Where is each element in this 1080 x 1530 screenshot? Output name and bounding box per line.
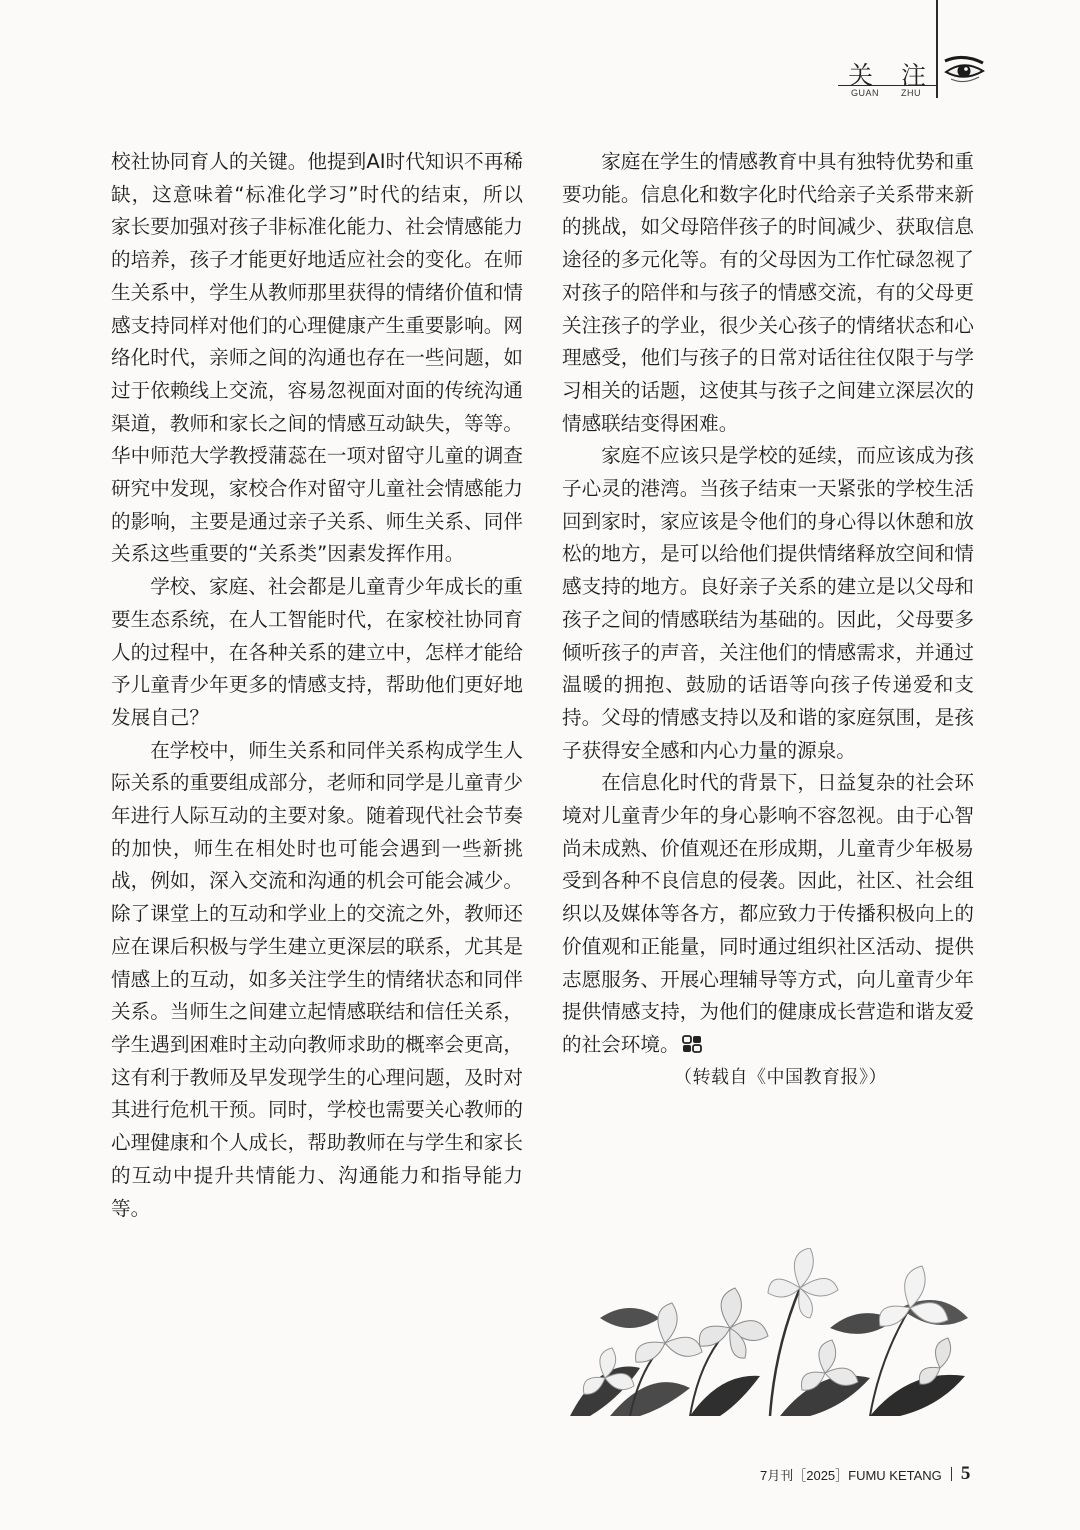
right-paragraph-1: 家庭在学生的情感教育中具有独特优势和重要功能。信息化和数字化时代给亲子关系带来新的挑战，如父母陪伴孩子的时间减少、获取信息途径的多元化等。有的父母因为工作忙碌忽视了对孩子的陪伴和与孩子的情感交流，有的父母更关注孩子的学业，很少关心孩子的情绪状态和心理感受，他们与孩子的日常对话往往仅限于与学习相关的话题，这使其与孩子之间建立深层次的情感联结变得困难。 bbox=[562, 150, 974, 435]
right-paragraph-3-text: 在信息化时代的背景下，日益复杂的社会环境对儿童青少年的身心影响不容忽视。由于心智尚未成熟、价值观还在形成期，儿童青少年极易受到各种不良信息的侵袭。因此，社区、社会组织以及媒体等各方，都应致力于传播积极向上的价值观和正能量，同时通过组织社区活动、提供志愿服务、开展心理辅导等方式，向儿童青少年提供情感支持，为他们的健康成长营造和谐友爱的社会环境。 bbox=[562, 771, 974, 1056]
left-column bbox=[111, 146, 523, 1225]
footer-separator bbox=[951, 1467, 952, 1481]
left-paragraph-3: 在学校中，师生关系和同伴关系构成学生人际关系的重要组成部分，老师和同学是儿童青少年进行人际互动的主要对象。随着现代社会节奏的加快，师生在相处时也可能会遇到一些新挑战，例如，深入交流和沟通的机会可能会减少。除了课堂上的互动和学业上的交流之外，教师还应在课后积极与学生建立更深层的联系，尤其是情感上的互动，如多关注学生的情绪状态和同伴关系。当师生之间建立起情感联结和信任关系，学生遇到困难时主动向教师求助的概率会更高，这有利于教师及早发现学生的心理问题，及时对其进行危机干预。同时，学校也需要关心教师的心理健康和个人成长，帮助教师在与学生和家长的互动中提升共情能力、沟通能力和指导能力等。 bbox=[111, 738, 523, 1220]
eye-icon bbox=[943, 55, 985, 85]
section-pinyin-guan: GUAN bbox=[851, 88, 880, 98]
left-paragraph-2: 学校、家庭、社会都是儿童青少年成长的重要生态系统，在人工智能时代，在家校社协同育人的过程中，在各种关系的建立中，怎样才能给予儿童青少年更多的情感支持，帮助他们更好地发展自己？ bbox=[111, 575, 523, 729]
article-end-icon bbox=[682, 1035, 702, 1053]
right-column bbox=[562, 146, 974, 1094]
left-paragraph-1: 校社协同育人的关键。他提到AI时代知识不再稀缺，这意味着“标准化学习”时代的结束，所以家长要加强对孩子非标准化能力、社会情感能力的培养，孩子才能更好地适应社会的变化。在师生关系中，学生从教师那里获得的情绪价值和情感支持同样对他们的心理健康产生重要影响。网络化时代，亲师之间的沟通也存在一些问题，如过于依赖线上交流，容易忽视面对面的传统沟通渠道，教师和家长之间的情感互动缺失，等等。华中师范大学教授蒲蕊在一项对留守儿童的调查研究中发现，家校合作对留守儿童社会情感能力的影响，主要是通过亲子关系、师生关系、同伴关系这些重要的“关系类”因素发挥作用。 bbox=[111, 150, 523, 566]
section-title: 关 注 bbox=[848, 61, 936, 90]
header-vertical-rule bbox=[936, 0, 938, 98]
flower-illustration bbox=[570, 1248, 970, 1416]
right-paragraph-3 bbox=[562, 767, 974, 1061]
article-source: （转载自《中国教育报》） bbox=[674, 1066, 887, 1088]
page-footer bbox=[760, 1462, 970, 1486]
issue-label: 7月刊［2025］FUMU KETANG bbox=[760, 1467, 942, 1483]
page-number: 5 bbox=[960, 1463, 971, 1484]
right-paragraph-2: 家庭不应该只是学校的延续，而应该成为孩子心灵的港湾。当孩子结束一天紧张的学校生活回到家时，家应该是令他们的身心得以休憩和放松的地方，是可以给他们提供情绪释放空间和情感支持的地方。良好亲子关系的建立是以父母和孩子之间的情感联结为基础的。因此，父母要多倾听孩子的声音，关注他们的情感需求，并通过温暖的拥抱、鼓励的话语等向孩子传递爱和支持。父母的情感支持以及和谐的家庭氛围，是孩子获得安全感和内心力量的源泉。 bbox=[562, 444, 974, 762]
section-pinyin-zhu: ZHU bbox=[901, 88, 921, 98]
